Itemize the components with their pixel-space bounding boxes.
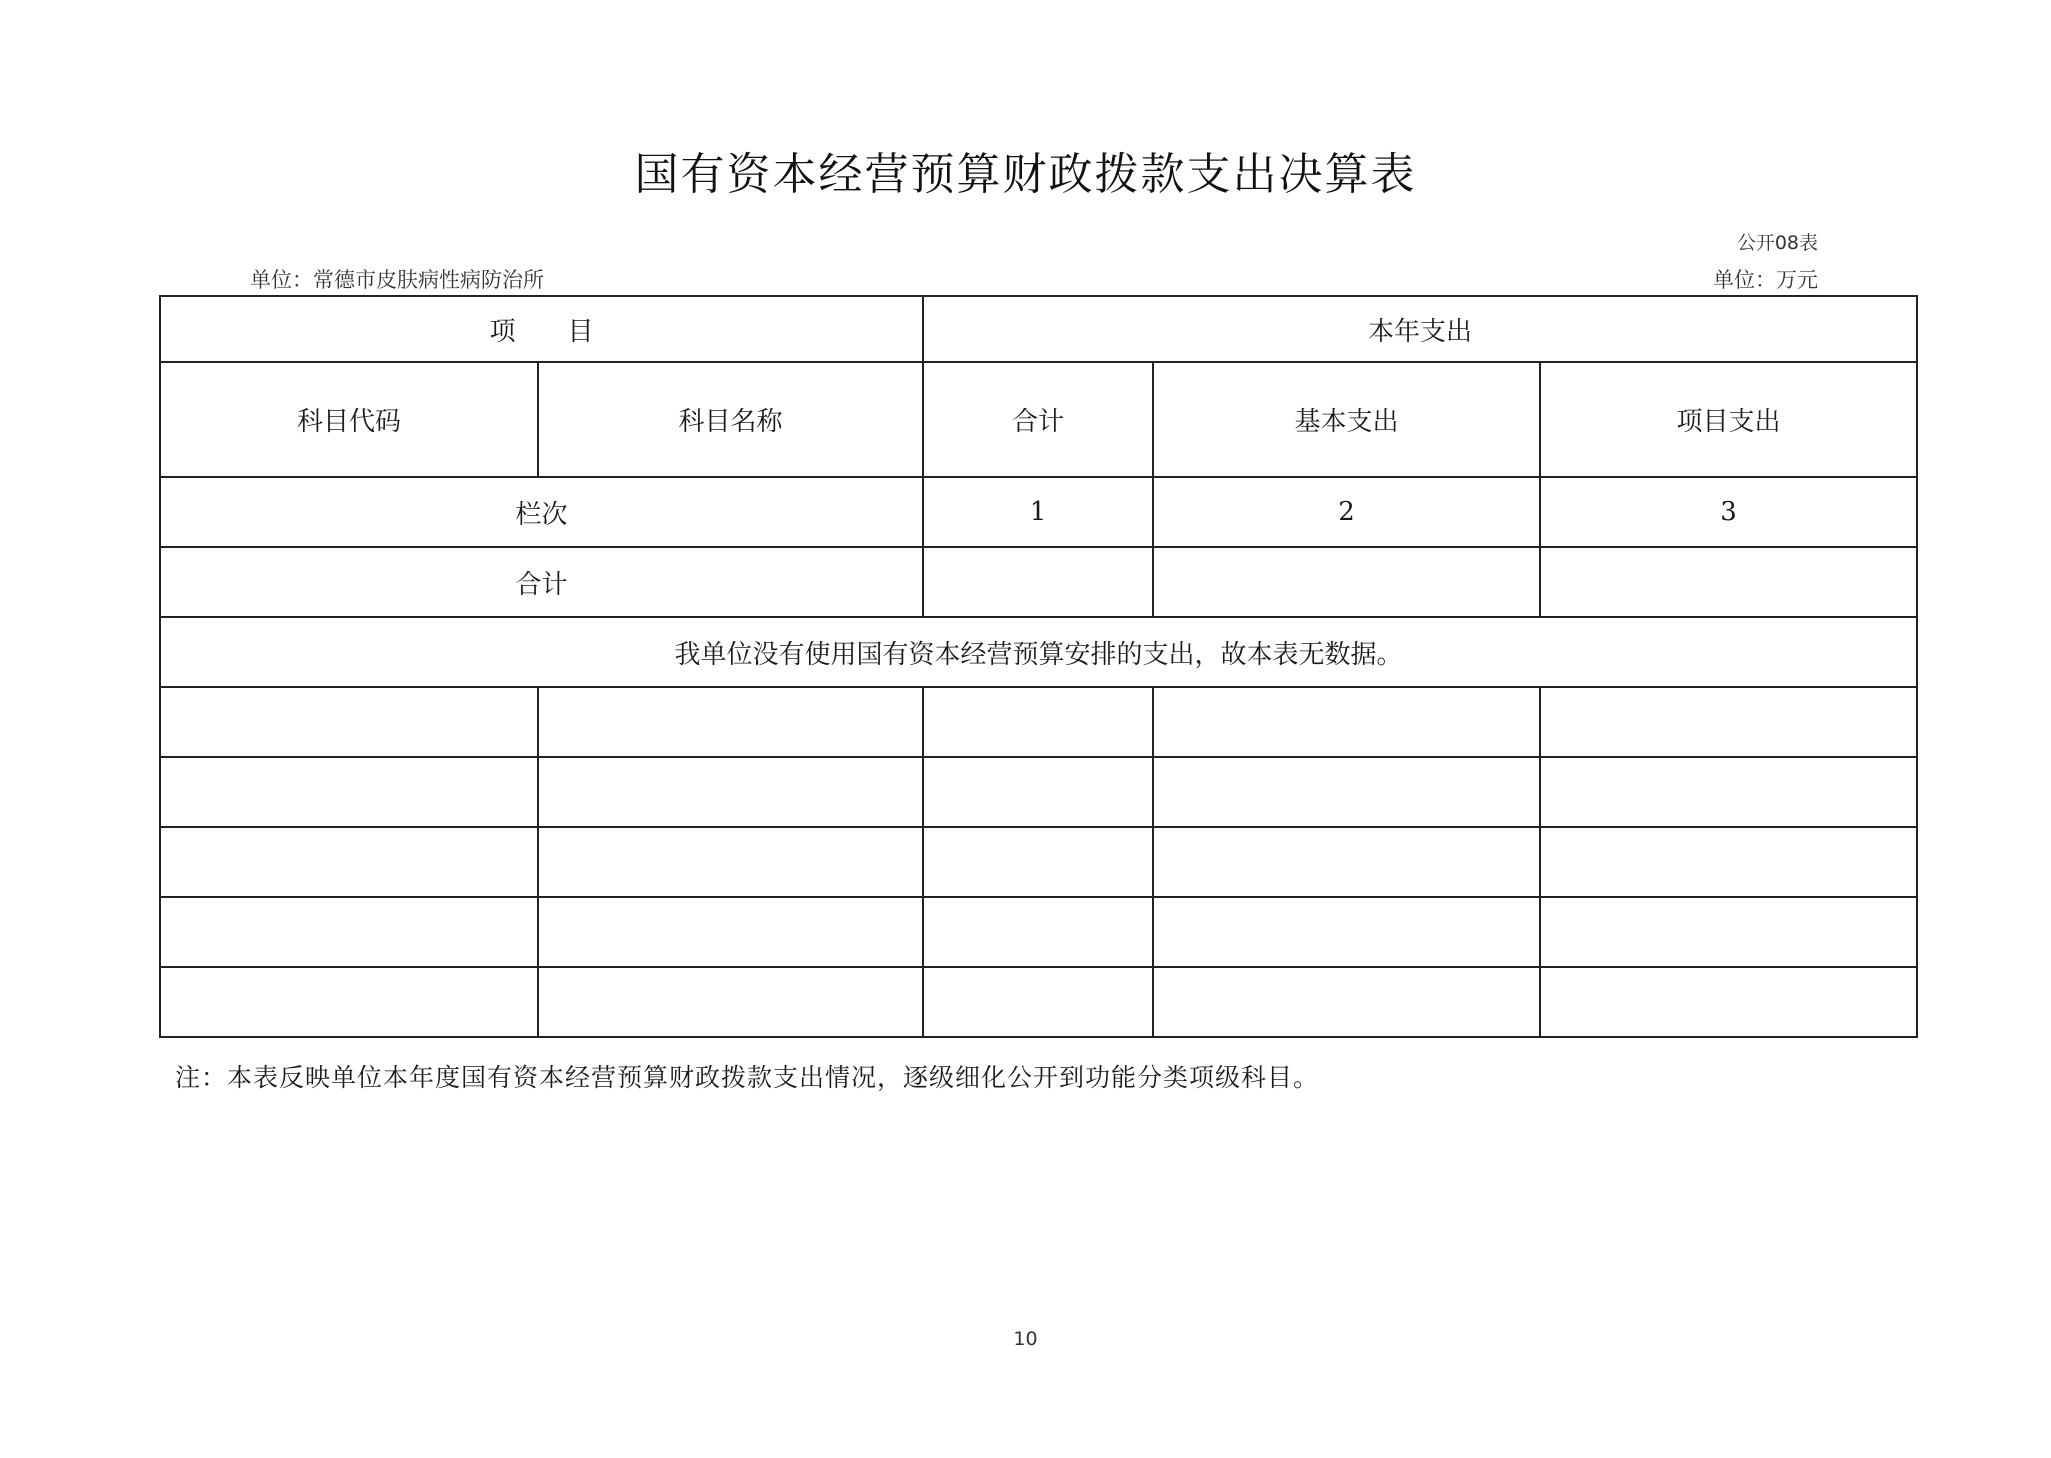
header-expense-cell: 本年支出 (923, 296, 1917, 362)
column-header-basic: 基本支出 (1153, 362, 1540, 477)
table-cell (1153, 967, 1540, 1037)
table-cell (1540, 827, 1917, 897)
lanci-3: 3 (1540, 477, 1917, 547)
table-cell (160, 827, 538, 897)
lanci-2: 2 (1153, 477, 1540, 547)
page-number: 10 (1013, 1328, 1038, 1350)
table-cell (538, 967, 923, 1037)
no-data-message: 我单位没有使用国有资本经营预算安排的支出，故本表无数据。 (160, 617, 1917, 687)
table-cell (538, 827, 923, 897)
table-cell (1153, 687, 1540, 757)
table-row-no-data (160, 617, 1917, 687)
page-title: 国有资本经营预算财政拨款支出决算表 (634, 149, 1417, 200)
table-row (160, 757, 1917, 827)
table-cell (160, 897, 538, 967)
table-cell (1153, 897, 1540, 967)
table-header-row (160, 296, 1917, 362)
table-cell (923, 897, 1153, 967)
table-row (160, 967, 1917, 1037)
table-row-lanci (160, 477, 1917, 547)
total-label: 合计 (160, 547, 923, 617)
form-number: 公开08表 (1736, 232, 1818, 254)
table-cell (538, 757, 923, 827)
total-basic-cell (1153, 547, 1540, 617)
table-cell (923, 967, 1153, 1037)
column-header-name: 科目名称 (538, 362, 923, 477)
table-cell (923, 687, 1153, 757)
unit-currency: 单位：万元 (1713, 268, 1818, 292)
column-header-project: 项目支出 (1540, 362, 1917, 477)
table-cell (538, 687, 923, 757)
budget-expenditure-table (159, 295, 1918, 1038)
table-cell (1153, 757, 1540, 827)
lanci-label: 栏次 (160, 477, 923, 547)
lanci-1: 1 (923, 477, 1153, 547)
table-cell (1540, 757, 1917, 827)
table-row (160, 897, 1917, 967)
table-cell (1153, 827, 1540, 897)
table-cell (160, 967, 538, 1037)
table-subheader-row (160, 362, 1917, 477)
table-row-total (160, 547, 1917, 617)
table-cell (538, 897, 923, 967)
total-project-cell (1540, 547, 1917, 617)
table-cell (923, 757, 1153, 827)
table-cell (1540, 687, 1917, 757)
column-header-total: 合计 (923, 362, 1153, 477)
header-item-cell: 项 目 (160, 296, 923, 362)
table-cell (160, 687, 538, 757)
table-cell (923, 827, 1153, 897)
table-row (160, 687, 1917, 757)
table-row (160, 827, 1917, 897)
table-cell (160, 757, 538, 827)
unit-organization: 单位：常德市皮肤病性病防治所 (250, 268, 544, 292)
column-header-code: 科目代码 (160, 362, 538, 477)
table-cell (1540, 967, 1917, 1037)
footnote: 注：本表反映单位本年度国有资本经营预算财政拨款支出情况，逐级细化公开到功能分类项级科目。 (175, 1063, 1320, 1092)
total-cell (923, 547, 1153, 617)
table-cell (1540, 897, 1917, 967)
